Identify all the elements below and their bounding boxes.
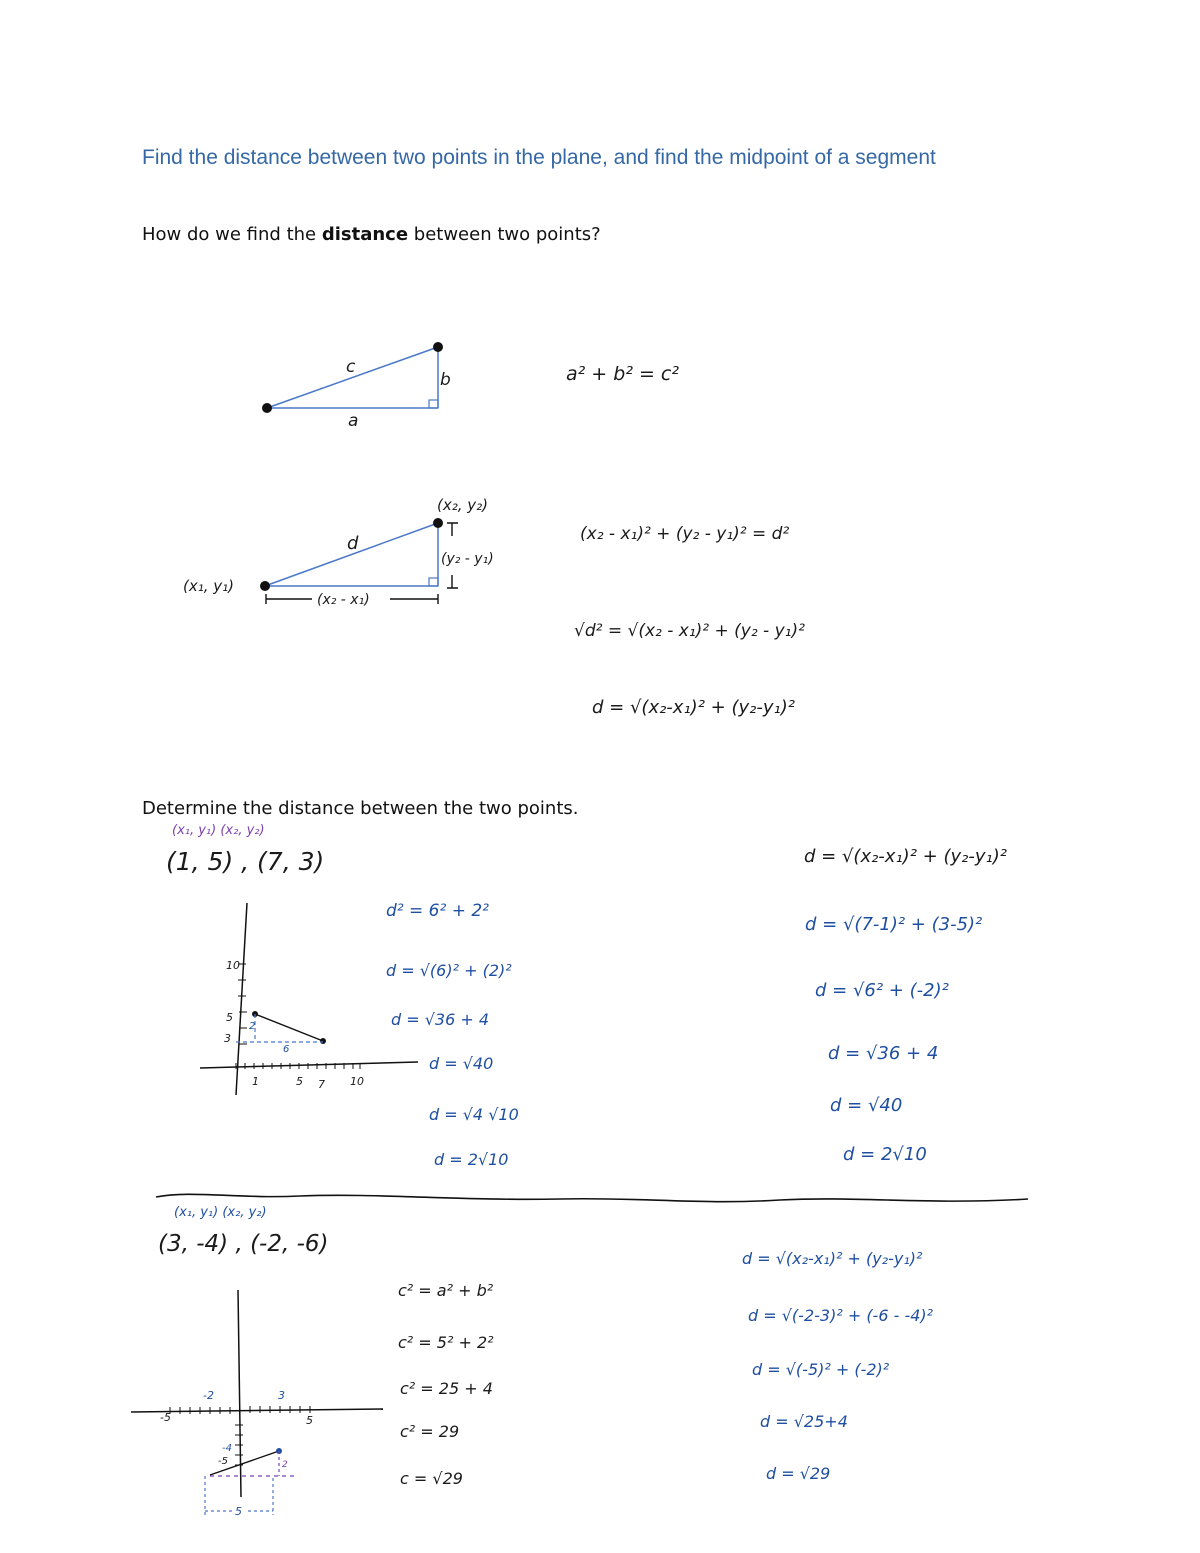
work-step: d = √4 √10 [429,1105,519,1124]
formula-step: d = √36 + 4 [828,1043,939,1064]
point-dot [320,1038,326,1044]
formula-step: d = √(x₂-x₁)² + (y₂-y₁)² [742,1249,923,1268]
tick-label: 7 [318,1078,325,1091]
example2-graph [131,1290,383,1518]
formula-step: d = √6² + (-2)² [815,980,949,1001]
work-step: d = √40 [429,1054,494,1073]
x-axis [200,1062,418,1068]
formula-step: d = √40 [830,1095,903,1116]
wavy-divider [156,1194,1028,1201]
tick-label: -5 [218,1456,228,1467]
leg-label-v: 2 [282,1460,288,1470]
example-2 [131,1205,934,1518]
label-b: b [440,370,451,390]
formula-step: d = 2√10 [843,1144,927,1165]
right-angle-mark [429,400,438,408]
leg-label-h: 5 [235,1505,242,1518]
question-distance-bold: distance [321,224,409,245]
tick-label: 1 [252,1075,259,1088]
formula-step: d = √25+4 [760,1412,848,1431]
tick-label: 5 [306,1414,313,1427]
formula-step: d = √(7-1)² + (3-5)² [805,914,983,935]
example-1 [166,823,1007,1169]
question-determine: Determine the distance between the two points. [142,798,579,819]
formula-step: d = √(x₂-x₁)² + (y₂-y₁)² [804,846,1007,867]
work-step: c² = 29 [400,1422,460,1441]
vertical-diff-label: (y₂ - y₁) [441,551,494,567]
question-distance-pre: How do we find the [142,224,322,245]
question-distance-post: between two points? [408,224,601,245]
work-step: d = 2√10 [434,1150,509,1169]
work-step: c² = a² + b² [398,1281,494,1300]
tick-label: -4 [222,1443,232,1454]
leg-label-v: 2 [249,1021,256,1032]
triangle-diagram-1 [262,342,679,431]
tick-label: 3 [278,1389,285,1402]
work-step: d = √(6)² + (2)² [386,961,512,980]
work-step: c² = 25 + 4 [400,1379,493,1398]
work-step: d² = 6² + 2² [386,901,489,921]
tick-label: 10 [226,959,240,972]
triangle-diagram-2 [183,496,805,718]
point-dot [262,403,272,413]
point2-label: (x₂, y₂) [437,496,489,514]
page-title: Find the distance between two points in the plane, and find the midpoint of a segment [142,146,936,169]
tick-label: -2 [203,1389,214,1402]
label-d: d [347,533,359,554]
formula-step: d = √29 [766,1464,831,1483]
coordinate-labels: (x₁, y₁) (x₂, y₂) [172,823,265,838]
pythagorean-formula: a² + b² = c² [566,363,679,385]
point-dot [260,581,270,591]
point1-label: (x₁, y₁) [183,577,235,595]
example1-graph [200,903,418,1095]
tick-label: -5 [160,1411,171,1424]
label-a: a [348,411,359,431]
segment [255,1014,323,1041]
tick-label: 5 [226,1011,233,1024]
tick-label: 5 [296,1075,303,1088]
formula-step: d = √(-2-3)² + (-6 - -4)² [748,1306,934,1325]
example2-points: (3, -4) , (-2, -6) [158,1231,329,1257]
leg-label-h: 6 [283,1044,290,1055]
point-dot [433,342,443,352]
formula-step: d = √(-5)² + (-2)² [752,1360,890,1379]
y-axis [238,1290,241,1497]
work-step: d = √36 + 4 [391,1010,490,1029]
work-step: c = √29 [400,1469,463,1488]
horizontal-diff-label: (x₂ - x₁) [317,592,370,608]
distance-eq-sqrt-both: √d² = √(x₂ - x₁)² + (y₂ - y₁)² [574,621,805,641]
right-angle-mark [429,578,438,586]
tick-label: 10 [350,1075,364,1088]
example1-points: (1, 5) , (7, 3) [166,847,325,876]
work-step: c² = 5² + 2² [398,1333,494,1352]
coordinate-labels: (x₁, y₁) (x₂, y₂) [174,1205,267,1220]
tick-label: 3 [224,1032,231,1045]
point-dot [433,518,443,528]
distance-formula: d = √(x₂-x₁)² + (y₂-y₁)² [592,697,795,718]
distance-eq-squared: (x₂ - x₁)² + (y₂ - y₁)² = d² [580,524,790,544]
y-axis-ticks [235,1425,243,1465]
label-c: c [346,357,356,377]
